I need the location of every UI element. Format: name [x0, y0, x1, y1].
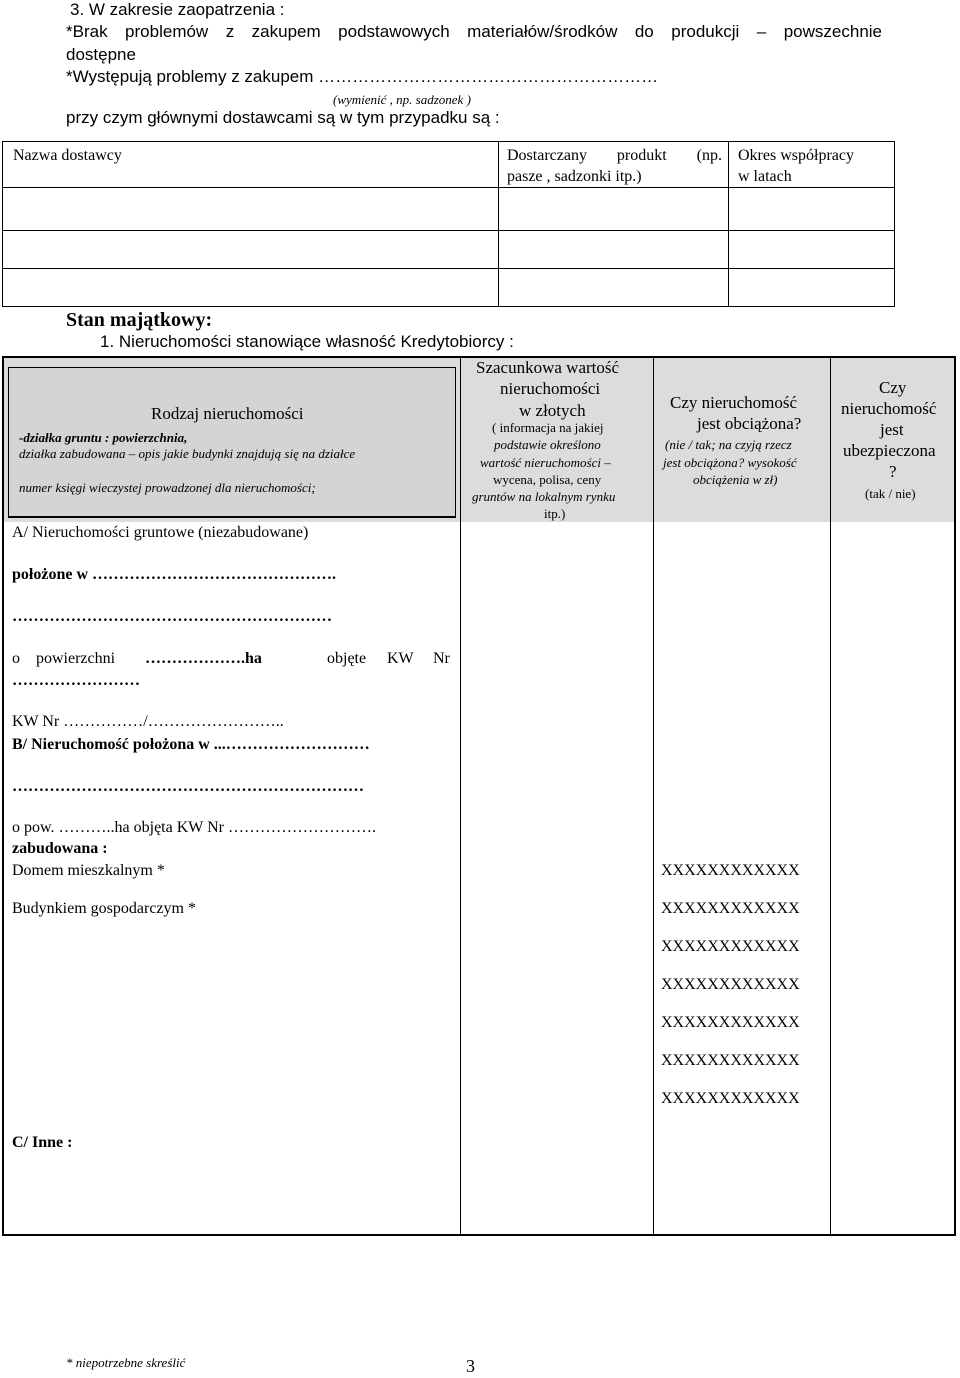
section-a-kw-label: KW [387, 650, 414, 667]
property-header-insurance-line-6: (tak / nie) [865, 486, 916, 501]
supplier-cell[interactable] [499, 269, 729, 307]
blocked-cell-marker: XXXXXXXXXXXX [661, 900, 800, 917]
section-b-location[interactable]: B/ Nieruchomość położona w ...……………………… [12, 736, 370, 753]
property-header-value-line-9: itp.) [544, 506, 566, 521]
property-header-insurance-line-4: ubezpieczona [843, 441, 936, 460]
property-header-type-line-3: numer księgi wieczystej prowadzonej dla nieruchomości; [19, 480, 316, 495]
section-b-area[interactable]: o pow. ………..ha objęta KW Nr ………………………. [12, 819, 376, 836]
section-a-nr-label: Nr [433, 650, 450, 667]
supplier-header-name [3, 142, 499, 188]
section-a-area-o: o [12, 650, 20, 667]
property-header-value-line-6: wartość nieruchomości – [480, 455, 611, 470]
supplier-cell[interactable] [729, 269, 895, 307]
supplier-cell[interactable] [729, 188, 895, 231]
supplier-cell[interactable] [729, 231, 895, 269]
property-header-insurance-line-5: ? [889, 462, 897, 481]
assets-title: Stan majątkowy: [66, 309, 213, 331]
blocked-cell-marker: XXXXXXXXXXXX [661, 976, 800, 993]
supplier-cell[interactable] [499, 231, 729, 269]
suppliers-intro: przy czym głównymi dostawcami są w tym przypadku są : [66, 108, 500, 127]
property-header-value-line-7: wycena, polisa, ceny [493, 472, 602, 487]
property-header-value-line-3: w złotych [519, 401, 586, 420]
property-header-insurance-line-1: Czy [879, 378, 907, 397]
property-col-divider-1 [460, 356, 461, 1236]
property-table [2, 356, 956, 1236]
supplier-cell[interactable] [3, 231, 499, 269]
property-header-type-line-2: działka zabudowana – opis jakie budynki znajdują się na działce [19, 446, 356, 461]
property-header-value-line-4: ( informacja na jakiej [492, 420, 604, 435]
supplier-header-name-label: Nazwa dostawcy [13, 147, 122, 164]
property-header-insurance-line-3: jest [880, 420, 904, 439]
supplier-cell[interactable] [3, 188, 499, 231]
section-b-house: Domem mieszkalnym * [12, 862, 165, 879]
section-a-area-label: powierzchni [36, 650, 116, 667]
assets-subtitle: 1. Nieruchomości stanowiące własność Kredytobiorcy : [100, 332, 514, 351]
supplier-header-product-label-1: Dostarczany produkt (np. [507, 147, 722, 164]
section-b-built-label: zabudowana : [12, 840, 108, 857]
option-problems: *Występują problemy z zakupem …………………………………………………… [66, 67, 659, 86]
blocked-cell-marker: XXXXXXXXXXXX [661, 1014, 800, 1031]
section-3-title: 3. W zakresie zaopatrzenia : [70, 0, 285, 19]
property-header-encumbrance-line-3: (nie / tak; na czyją rzecz [665, 437, 792, 452]
footnote: * niepotrzebne skreślić [66, 1355, 186, 1370]
property-header-encumbrance-line-2: jest obciążona? [697, 414, 802, 433]
section-a-kw-field[interactable]: …………………… [12, 672, 140, 689]
property-header-encumbrance-line-1: Czy nieruchomość [670, 393, 797, 412]
section-a-kw-objete: objęte [327, 650, 367, 667]
section-a-location[interactable]: położone w ………………………………………. [12, 566, 336, 583]
supplier-table [2, 141, 895, 307]
supplier-header-period-label-1: Okres współpracy [738, 147, 854, 164]
property-col-divider-2 [653, 356, 654, 1236]
property-header-encumbrance-line-5: obciążenia w zł) [693, 472, 778, 487]
section-a-area-field[interactable]: ……………….ha [145, 650, 262, 667]
supplier-header-product [499, 142, 729, 188]
section-c-title: C/ Inne : [12, 1134, 73, 1151]
property-header-encumbrance-line-4: jest obciążona? wysokość [663, 455, 797, 470]
blocked-cell-marker: XXXXXXXXXXXX [661, 938, 800, 955]
option-no-problems: *Brak problemów z zakupem podstawowych materiałów/środków do produkcji – powszechnie [66, 22, 882, 41]
property-header-value-line-2: nieruchomości [500, 379, 601, 398]
supplier-cell[interactable] [3, 269, 499, 307]
option-problems-hint: (wymienić , np. sadzonek ) [333, 92, 471, 107]
section-a-title: A/ Nieruchomości gruntowe (niezabudowane) [12, 524, 309, 541]
supplier-header-period-label-2: w latach [738, 168, 792, 185]
property-header-value-line-1: Szacunkowa wartość [476, 358, 620, 377]
property-col-divider-3 [830, 356, 831, 1236]
property-header-value-line-5: podstawie określono [494, 437, 601, 452]
section-b-location-cont[interactable]: ………………………………………………………… [12, 778, 364, 795]
option-no-problems-cont: dostępne [66, 45, 136, 64]
property-header-value-line-8: gruntów na lokalnym rynku [472, 489, 616, 504]
property-header-insurance-line-2: nieruchomość [841, 399, 937, 418]
blocked-cell-marker: XXXXXXXXXXXX [661, 1052, 800, 1069]
page-number: 3 [466, 1356, 475, 1376]
property-header-type-title: Rodzaj nieruchomości [151, 404, 304, 423]
supplier-header-period [729, 142, 895, 188]
supplier-cell[interactable] [499, 188, 729, 231]
section-a-location-cont[interactable]: …………………………………………………… [12, 608, 332, 625]
blocked-cell-marker: XXXXXXXXXXXX [661, 1090, 800, 1107]
blocked-cell-marker: XXXXXXXXXXXX [661, 862, 800, 879]
property-header-type-line-1: -działka gruntu : powierzchnia, [19, 430, 188, 445]
section-b-farm-building: Budynkiem gospodarczym * [12, 900, 196, 917]
section-a-kw-nr[interactable]: KW Nr ……………/…………………….. [12, 713, 284, 730]
supplier-header-product-label-2: pasze , sadzonki itp.) [507, 168, 642, 185]
